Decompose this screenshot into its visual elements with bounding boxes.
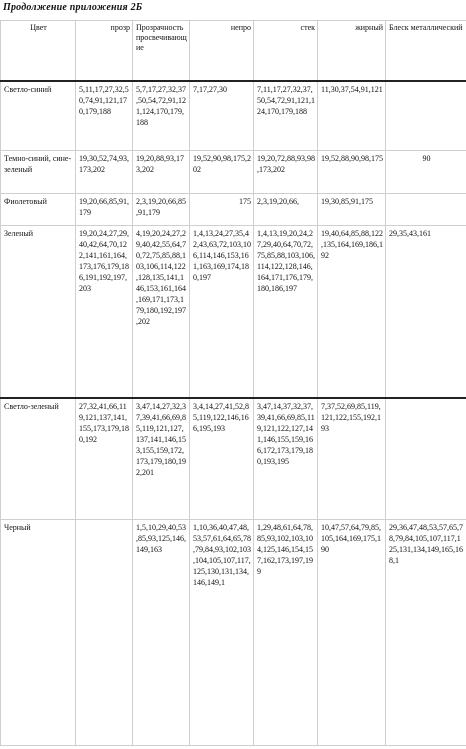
value-cell: 90 xyxy=(386,151,466,194)
value-cell: 29,35,43,161 xyxy=(386,226,466,398)
value-cell: 2,3,19,20,66, xyxy=(254,194,318,226)
value-cell: 7,17,27,30 xyxy=(190,81,254,151)
color-name-cell: Зеленый xyxy=(1,226,76,398)
value-cell: 1,4,13,19,20,24,27,29,40,64,70,72,75,85,88,103,106,114,122,128,146,164,171,176,179,180,186,197 xyxy=(254,226,318,398)
value-cell: 19,20,24,27,29,40,42,64,70,122,141,161,164,173,176,179,186,191,192,197,203 xyxy=(76,226,133,398)
table-row xyxy=(1,520,466,746)
header-cell: Цвет xyxy=(1,21,76,81)
color-name-cell: Светло-зеленый xyxy=(1,398,76,520)
appendix-caption: Продолжение приложения 2Б xyxy=(3,2,143,13)
table-row xyxy=(1,194,466,226)
value-cell: 19,52,88,90,98,175 xyxy=(318,151,386,194)
table-row xyxy=(1,226,466,398)
table-row xyxy=(1,151,466,194)
value-cell: 27,32,41,66,119,121,137,141,155,173,179,180,192 xyxy=(76,398,133,520)
header-cell: Блеск металлический xyxy=(386,21,466,81)
value-cell: 19,20,72,88,93,98,173,202 xyxy=(254,151,318,194)
value-cell: 1,4,13,24,27,35,42,43,63,72,103,106,114,146,153,161,163,169,174,180,197 xyxy=(190,226,254,398)
value-cell: 19,40,64,85,88,122,135,164,169,186,192 xyxy=(318,226,386,398)
value-cell xyxy=(76,520,133,746)
value-cell: 175 xyxy=(190,194,254,226)
value-cell: 19,52,90,98,175,202 xyxy=(190,151,254,194)
color-name-cell: Темно-синий, сине-зеленый xyxy=(1,151,76,194)
value-cell: 4,19,20,24,27,29,40,42,55,64,70,72,75,85,88,103,106,114,122,128,135,141,146,153,161,164,169,171,173,179,180,192,197,202 xyxy=(133,226,190,398)
table-row xyxy=(1,398,466,520)
value-cell xyxy=(386,81,466,151)
value-cell: 19,20,88,93,173,202 xyxy=(133,151,190,194)
value-cell: 7,37,52,69,85,119,121,122,155,192,193 xyxy=(318,398,386,520)
color-name-cell: Фиолетовый xyxy=(1,194,76,226)
header-cell: непро xyxy=(190,21,254,81)
value-cell: 3,47,14,37,32,37,39,41,66,69,85,119,121,122,127,141,146,155,159,166,172,173,179,180,193,195 xyxy=(254,398,318,520)
value-cell: 1,29,48,61,64,78,85,93,102,103,104,125,146,154,157,162,173,197,199 xyxy=(254,520,318,746)
color-properties-table xyxy=(0,20,466,746)
value-cell: 5,7,17,27,32,37,50,54,72,91,121,124,170,179,188 xyxy=(133,81,190,151)
value-cell: 1,10,36,40,47,48,53,57,61,64,65,78,79,84,93,102,103,104,105,107,117,125,130,131,134,146,149,1 xyxy=(190,520,254,746)
value-cell xyxy=(386,398,466,520)
header-row xyxy=(1,21,466,81)
value-cell: 2,3,19,20,66,85,91,179 xyxy=(133,194,190,226)
value-cell: 3,4,14,27,41,52,85,119,122,146,166,195,193 xyxy=(190,398,254,520)
table-row xyxy=(1,81,466,151)
value-cell: 11,30,37,54,91,121 xyxy=(318,81,386,151)
value-cell: 7,11,17,27,32,37,50,54,72,91,121,124,170,179,188 xyxy=(254,81,318,151)
value-cell xyxy=(386,194,466,226)
value-cell: 19,30,85,91,175 xyxy=(318,194,386,226)
header-cell: стек xyxy=(254,21,318,81)
value-cell: 10,47,57,64,79,85,105,164,169,175,190 xyxy=(318,520,386,746)
value-cell: 3,47,14,27,32,37,39,41,66,69,85,119,121,127,137,141,146,153,155,159,172,173,179,180,192,201 xyxy=(133,398,190,520)
header-cell: прозр xyxy=(76,21,133,81)
color-name-cell: Черный xyxy=(1,520,76,746)
value-cell: 29,36,47,48,53,57,65,78,79,84,105,107,117,125,131,134,149,165,168,1 xyxy=(386,520,466,746)
value-cell: 5,11,17,27,32,50,74,91,121,170,179,188 xyxy=(76,81,133,151)
value-cell: 19,20,66,85,91,179 xyxy=(76,194,133,226)
header-cell: жирный xyxy=(318,21,386,81)
color-name-cell: Светло-синий xyxy=(1,81,76,151)
header-cell: Прозрачность просвечивающие xyxy=(133,21,190,81)
value-cell: 19,30,52,74,93,173,202 xyxy=(76,151,133,194)
value-cell: 1,5,10,29,40,53,85,93,125,146,149,163 xyxy=(133,520,190,746)
